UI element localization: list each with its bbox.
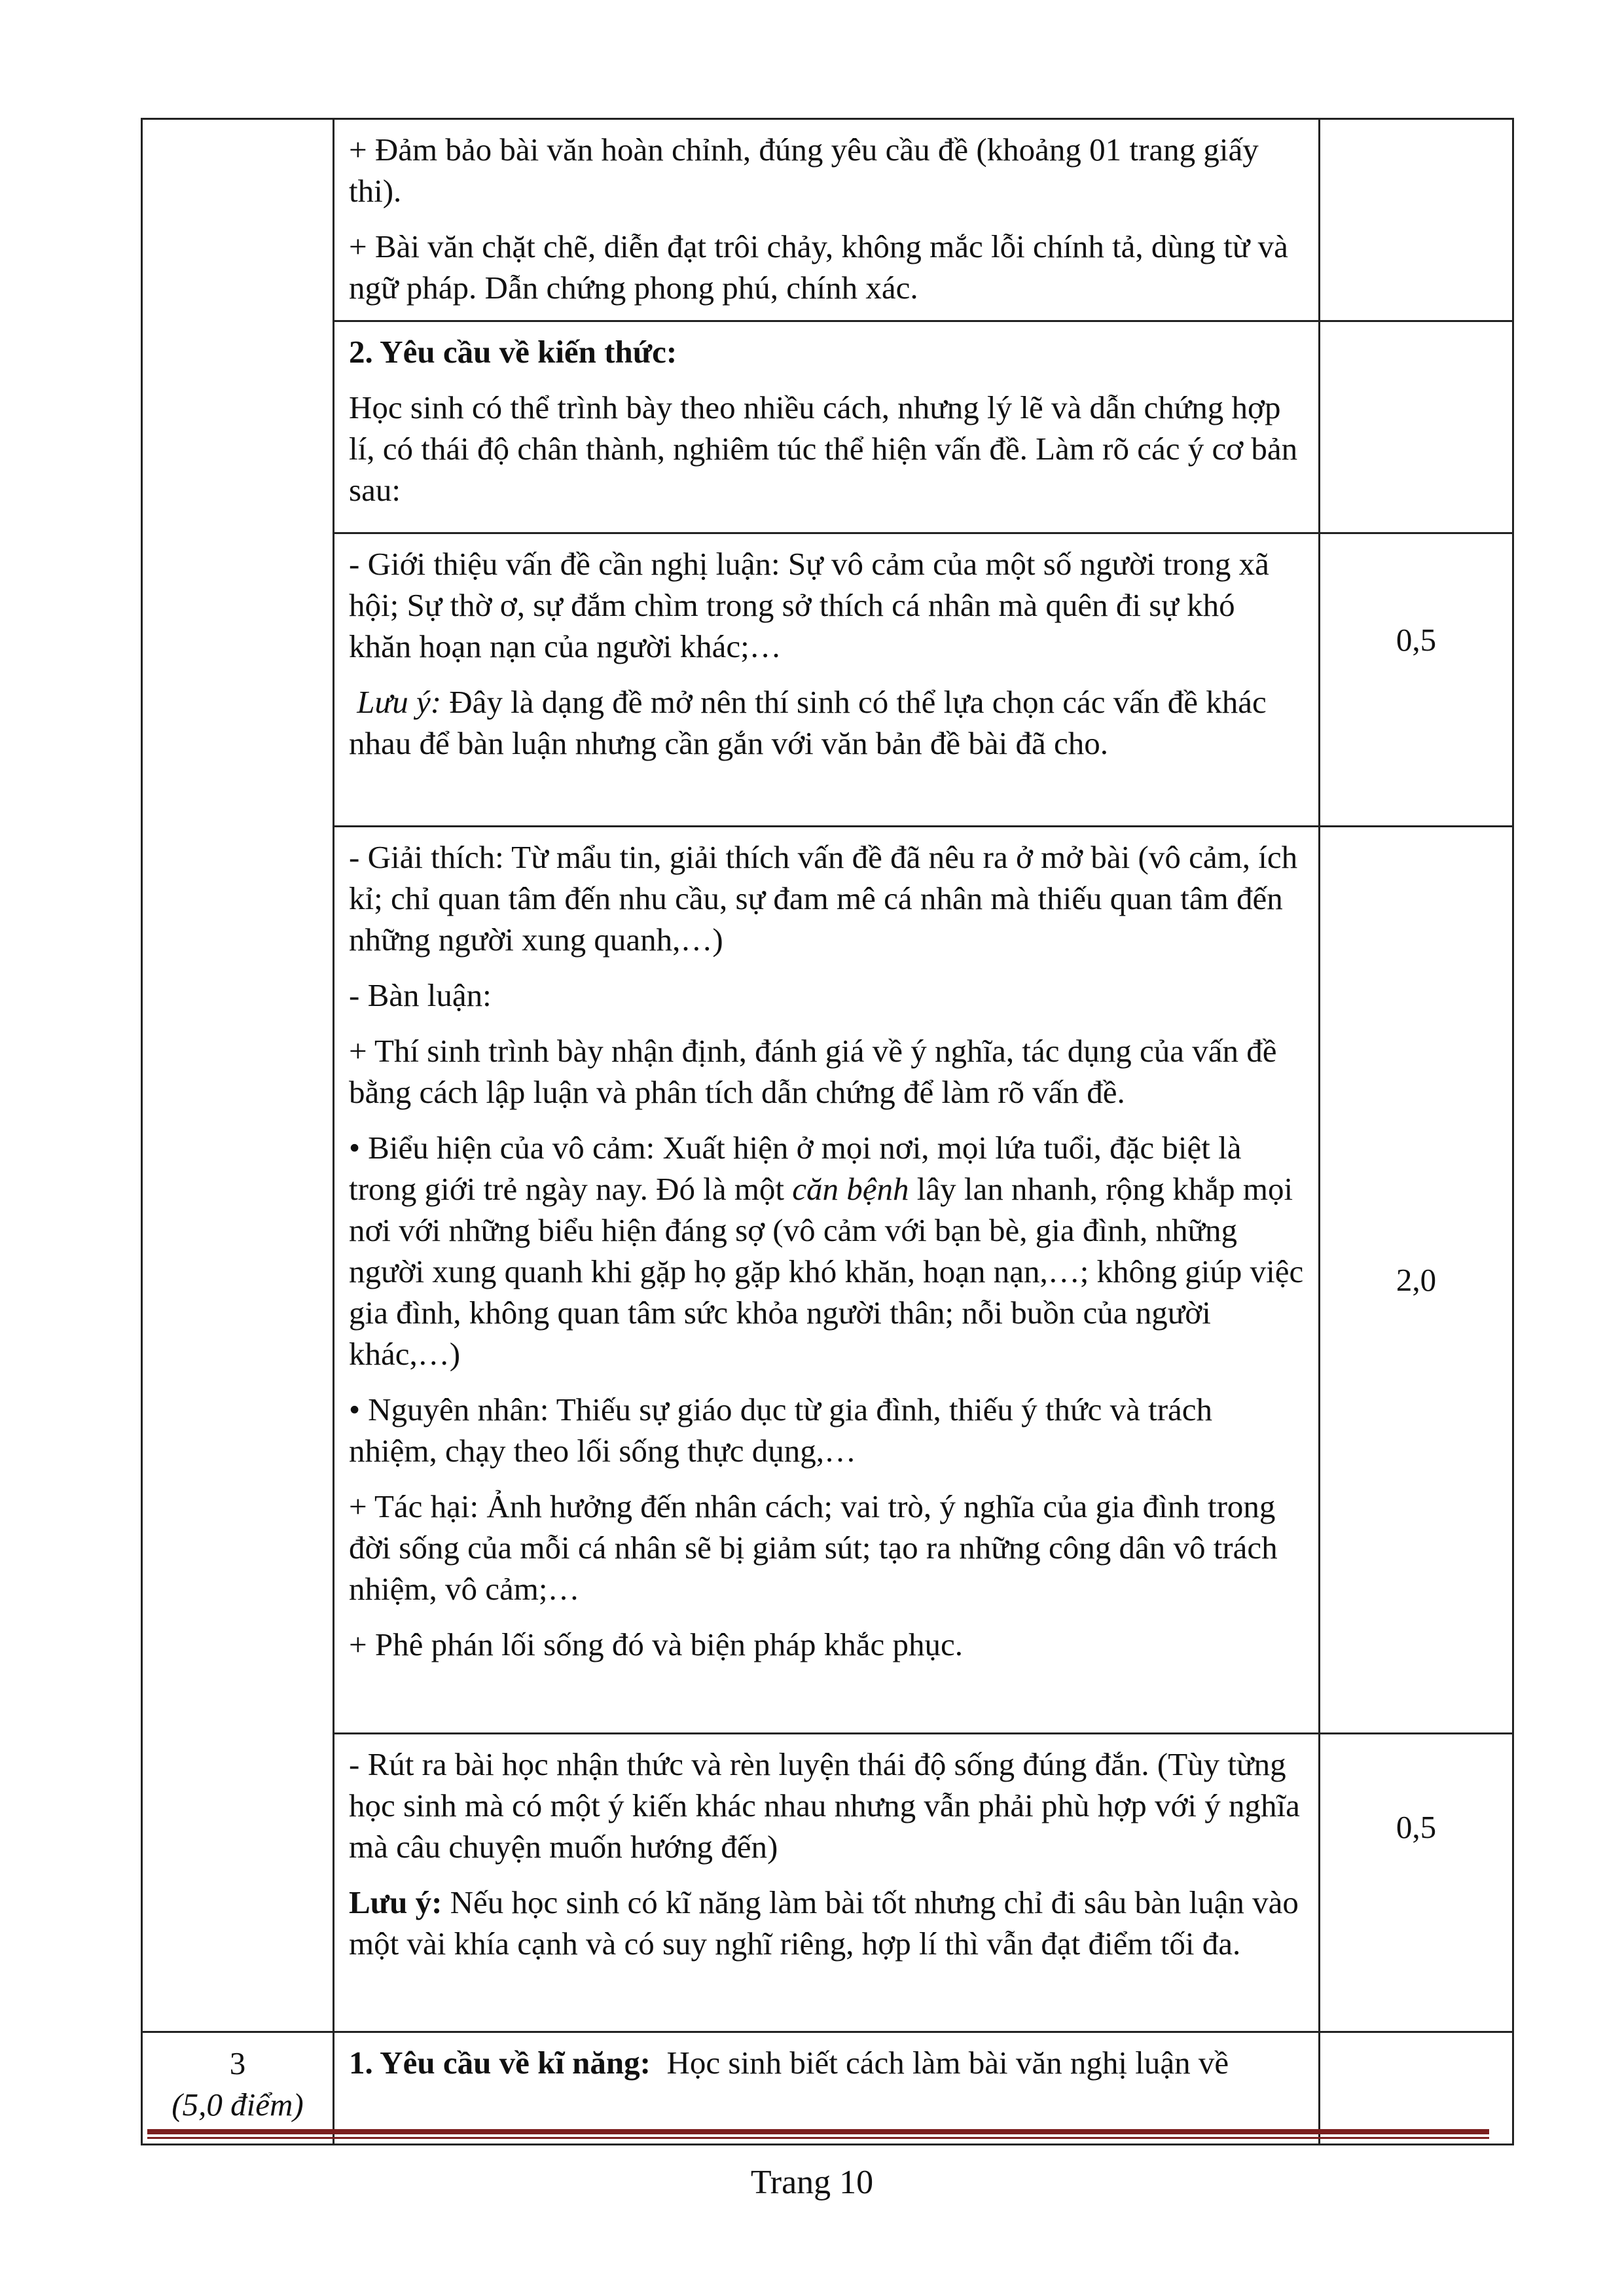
table-row — [142, 533, 1513, 827]
paragraph: - Giới thiệu vấn đề cần nghị luận: Sự vô cảm của một số người trong xã hội; Sự thờ ơ, sự đắm chìm trong sở thích cá nhân mà quên đi sự khó khăn hoạn nạn của người khác;… — [349, 546, 1269, 664]
question-cell — [142, 2032, 334, 2145]
score-cell — [1320, 119, 1513, 321]
paragraph: - Giải thích: Từ mẩu tin, giải thích vấn đề đã nêu ra ở mở bài (vô cảm, ích kỉ; chỉ quan tâm đến nhu cầu, sự đam mê cá nhân mà thiếu quan tâm đến những người xung quanh,…) — [349, 839, 1298, 958]
note-paragraph — [349, 681, 1304, 764]
score-cell — [1320, 2032, 1513, 2145]
content-cell — [334, 827, 1320, 1734]
paragraph: - Rút ra bài học nhận thức và rèn luyện thái độ sống đúng đắn. (Tùy từng học sinh mà có một ý kiến khác nhau nhưng vẫn phải phù hợp với ý nghĩa mà câu chuyện muốn hướng đến) — [349, 1746, 1300, 1865]
paragraph: + Phê phán lối sống đó và biện pháp khắc phục. — [349, 1626, 964, 1662]
footer-divider-thin — [147, 2137, 1489, 2139]
bullet-paragraph — [349, 1127, 1304, 1374]
question-points: (5,0 điểm) — [171, 2087, 304, 2123]
paragraph: + Đảm bảo bài văn hoàn chỉnh, đúng yêu cầu đề (khoảng 01 trang giấy thi). — [349, 132, 1259, 209]
note-text: Đây là dạng đề mở nên thí sinh có thể lựa chọn các vấn đề khác nhau để bàn luận nhưng cần gắn với văn bản đề bài đã cho. — [349, 684, 1267, 761]
paragraph: + Tác hại: Ảnh hưởng đến nhân cách; vai trò, ý nghĩa của gia đình trong đời sống của mỗi cá nhân sẽ bị giảm sút; tạo ra những công dân vô trách nhiệm, vô cảm;… — [349, 1488, 1278, 1607]
table-row — [142, 119, 1513, 321]
heading-text: 2. Yêu cầu về kiến thức: — [349, 334, 677, 370]
section-heading — [349, 331, 1304, 372]
footer-divider — [147, 2129, 1489, 2134]
heading-text: 1. Yêu cầu về kĩ năng: — [349, 2045, 651, 2081]
table-row — [142, 1734, 1513, 2032]
paragraph: Học sinh có thể trình bày theo nhiều cách, nhưng lý lẽ và dẫn chứng hợp lí, có thái độ chân thành, nghiêm túc thể hiện vấn đề. Làm rõ các ý cơ bản sau: — [349, 389, 1298, 508]
score-cell — [1320, 321, 1513, 533]
text-segment: Học sinh biết cách làm bài văn nghị luận về — [651, 2045, 1229, 2081]
table-row — [142, 827, 1513, 1734]
note-label: Lưu ý: — [349, 1884, 442, 1920]
paragraph: + Thí sinh trình bày nhận định, đánh giá về ý nghĩa, tác dụng của vấn đề bằng cách lập luận và phân tích dẫn chứng để làm rõ vấn đề. — [349, 1033, 1277, 1110]
bullet-paragraph: • Nguyên nhân: Thiếu sự giáo dục từ gia đình, thiếu ý thức và trách nhiệm, chạy theo lối sống thực dụng,… — [349, 1389, 1304, 1471]
content-cell — [334, 119, 1320, 321]
content-cell — [334, 321, 1320, 533]
question-number: 3 — [229, 2045, 246, 2081]
score-cell: 0,5 — [1320, 1734, 1513, 2032]
score-cell: 2,0 — [1320, 827, 1513, 1734]
note-text: Nếu học sinh có kĩ năng làm bài tốt nhưng chỉ đi sâu bàn luận vào một vài khía cạnh và có suy nghĩ riêng, hợp lí thì vẫn đạt điểm tối đa. — [349, 1884, 1299, 1962]
page-number: Trang 10 — [750, 2164, 874, 2201]
paragraph — [349, 2042, 1304, 2083]
note-label: Lưu ý: — [357, 684, 442, 720]
content-cell — [334, 533, 1320, 827]
paragraph: - Bàn luận: — [349, 977, 492, 1013]
text-segment-italic: căn bệnh — [792, 1171, 909, 1207]
text-segment: lây lan nhanh, rộng khắp mọi nơi với những biểu hiện đáng sợ (vô cảm với bạn bè, gia đình, những người xung quanh khi gặp họ gặp khó khăn, hoạn nạn,…; không giúp việc gia đình, không quan tâm sức khỏa người thân; nỗi buồn của người khác,…) — [349, 1171, 1304, 1372]
content-cell — [334, 1734, 1320, 2032]
table-row — [142, 2032, 1513, 2145]
grading-table — [141, 118, 1514, 2145]
score-cell: 0,5 — [1320, 533, 1513, 827]
content-cell — [334, 2032, 1320, 2145]
paragraph: + Bài văn chặt chẽ, diễn đạt trôi chảy, không mắc lỗi chính tả, dùng từ và ngữ pháp. Dẫn chứng phong phú, chính xác. — [349, 228, 1288, 306]
question-cell — [142, 119, 334, 2032]
table-row — [142, 321, 1513, 533]
text-segment: Biểu hiện của vô cảm: Xuất hiện ở mọi nơi, mọi lứa tuổi, đặc biệt là trong giới trẻ ngày nay. Đó là một — [349, 1130, 1242, 1207]
note-paragraph — [349, 1882, 1304, 1964]
